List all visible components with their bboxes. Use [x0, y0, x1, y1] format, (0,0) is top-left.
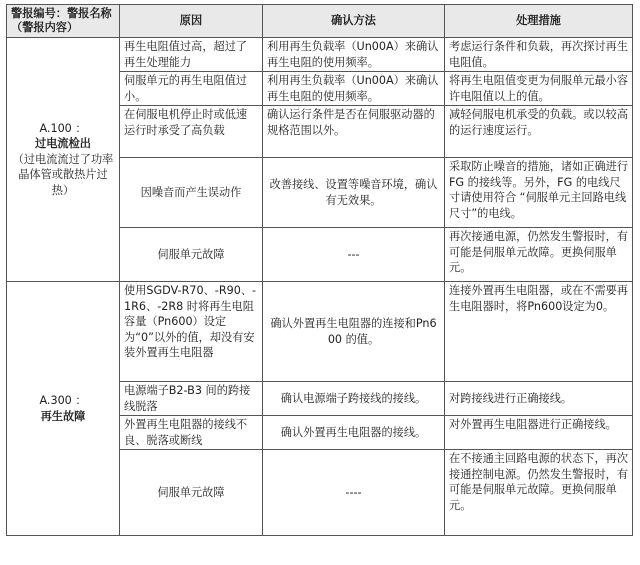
check-cell: 改善接线、设置等噪音环境，确认有无效果。 — [263, 158, 445, 228]
cause-cell: 因噪音而产生误动作 — [120, 158, 263, 228]
header-alarm: 警报编号：警报名称（警报内容） — [7, 5, 120, 38]
check-cell: ---- — [263, 450, 445, 536]
action-cell: 在不接通主回路电源的状态下，再次接通控制电源。仍然发生警报时，有可能是伺服单元故障。更换伺服单元。 — [445, 450, 633, 536]
check-cell: --- — [263, 228, 445, 282]
alarm-desc: （过电流流过了功率晶体管或散热片过热） — [12, 152, 114, 197]
cause-cell: 伺服单元故障 — [120, 228, 263, 282]
check-cell: 利用再生负载率（Un00A）来确认再生电阻的使用频率。 — [263, 72, 445, 106]
header-action: 处理措施 — [445, 5, 633, 38]
alarm-a300-cell — [7, 282, 120, 536]
header-cause: 原因 — [120, 5, 263, 38]
cause-cell: 伺服单元故障 — [120, 450, 263, 536]
cause-cell: 在伺服电机停止时或低速运行时承受了高负载 — [120, 106, 263, 158]
header-check: 确认方法 — [263, 5, 445, 38]
action-cell: 对跨接线进行正确接线。 — [445, 382, 633, 416]
alarm-title: 过电流检出 — [35, 137, 91, 151]
cause-cell: 使用SGDV-R70、-R90、-1R6、-2R8 时将再生电阻容量（Pn600）设定为“0”以外的值，却没有安装外置再生电阻器 — [120, 282, 263, 382]
check-cell: 确认电源端子跨接线的接线。 — [263, 382, 445, 416]
action-cell: 连接外置再生电阻器，或在不需要再生电阻器时，将Pn600设定为0。 — [445, 282, 633, 382]
alarm-code: A.100 ： — [39, 121, 87, 135]
check-cell: 确认外置再生电阻器的接线。 — [263, 416, 445, 450]
check-cell: 利用再生负载率（Un00A）来确认再生电阻的使用频率。 — [263, 38, 445, 72]
action-cell: 对外置再生电阻器进行正确接线。 — [445, 416, 633, 450]
alarm-code: A.300 ： — [39, 394, 87, 407]
cause-cell: 再生电阻值过高，超过了再生处理能力 — [120, 38, 263, 72]
table-row — [7, 282, 633, 382]
alarm-a100-cell — [7, 38, 120, 282]
action-cell: 考虑运行条件和负载，再次探讨再生电阻值。 — [445, 38, 633, 72]
cause-cell: 电源端子B2-B3 间的跨接线脱落 — [120, 382, 263, 416]
table-row — [7, 38, 633, 72]
action-cell: 减轻伺服电机承受的负载。或以较高的运行速度运行。 — [445, 106, 633, 158]
alarm-title: 再生故障 — [40, 409, 86, 423]
check-cell: 确认运行条件是否在伺服驱动器的规格范围以外。 — [263, 106, 445, 158]
action-cell: 采取防止噪音的措施，诸如正确进行FG 的接线等。另外，FG 的电线尺寸请使用符合 “伺服单元主回路电线尺寸”的电线。 — [445, 158, 633, 228]
check-cell: 确认外置再生电阻器的连接和Pn600 的值。 — [263, 282, 445, 382]
alarm-table — [6, 4, 633, 536]
action-cell: 再次接通电源，仍然发生警报时，有可能是伺服单元故障。更换伺服单元。 — [445, 228, 633, 282]
table-header-row — [7, 5, 633, 38]
cause-cell: 伺服单元的再生电阻值过小。 — [120, 72, 263, 106]
action-cell: 将再生电阻值变更为伺服单元最小容许电阻值以上的值。 — [445, 72, 633, 106]
cause-cell: 外置再生电阻器的接线不良、脱落或断线 — [120, 416, 263, 450]
